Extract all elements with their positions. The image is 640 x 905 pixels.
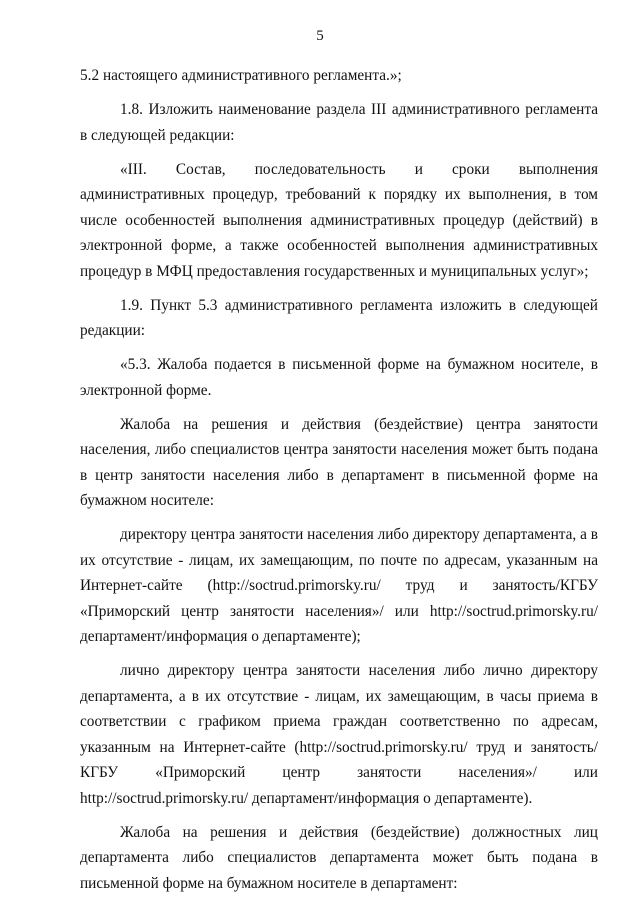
paragraph: «III. Состав, последовательность и сроки выполнения административных процедур, требований к порядку их выполнения, в том числе особенностей выполнения административных процедур (действий) в электронной форме, а также особенностей выполнения административных процедур в МФЦ предоставления государственных и муниципальных услуг»; <box>80 160 598 280</box>
paragraph: 1.9. Пункт 5.3 административного регламента изложить в следующей редакции: <box>80 296 598 339</box>
paragraph: 5.2 настоящего административного регламента.»; <box>80 67 402 84</box>
paragraph: 1.8. Изложить наименование раздела III административного регламента в следующей редакции: <box>80 101 598 144</box>
paragraph: Жалоба на решения и действия (бездействие) должностных лиц департамента либо специалистов департамента может быть подана в письменной форме на бумажном носителе в департамент: <box>80 823 598 892</box>
document-body <box>80 63 598 905</box>
paragraph: Жалоба на решения и действия (бездействие) центра занятости населения, либо специалистов центра занятости населения может быть подана в центр занятости населения либо в департамент в письменной форме на бумажном носителе: <box>80 415 598 509</box>
paragraph: директору центра занятости населения либо директору департамента, а в их отсутствие - лицам, их замещающим, по почте по адресам, указанным на Интернет-сайте (http://soctrud.primorsky.ru/ труд и занятость/КГБУ «Приморский центр занятости населения»/ или http://soctrud.primorsky.ru/ департамент/информация о департаменте); <box>80 526 598 645</box>
paragraph: «5.3. Жалоба подается в письменной форме на бумажном носителе, в электронной форме. <box>80 356 598 399</box>
page-number: 5 <box>316 28 324 44</box>
paragraph: лично директору центра занятости населения либо лично директору департамента, а в их отсутствие - лицам, их замещающим, в часы приема в соответствии с графиком приема граждан соответственно по адресам, указанным на Интернет-сайте (http://soctrud.primorsky.ru/ труд и занятость/КГБУ «Приморский центр занятости населения»/ или http://soctrud.primorsky.ru/ департамент/информация о департаменте). <box>80 662 598 807</box>
